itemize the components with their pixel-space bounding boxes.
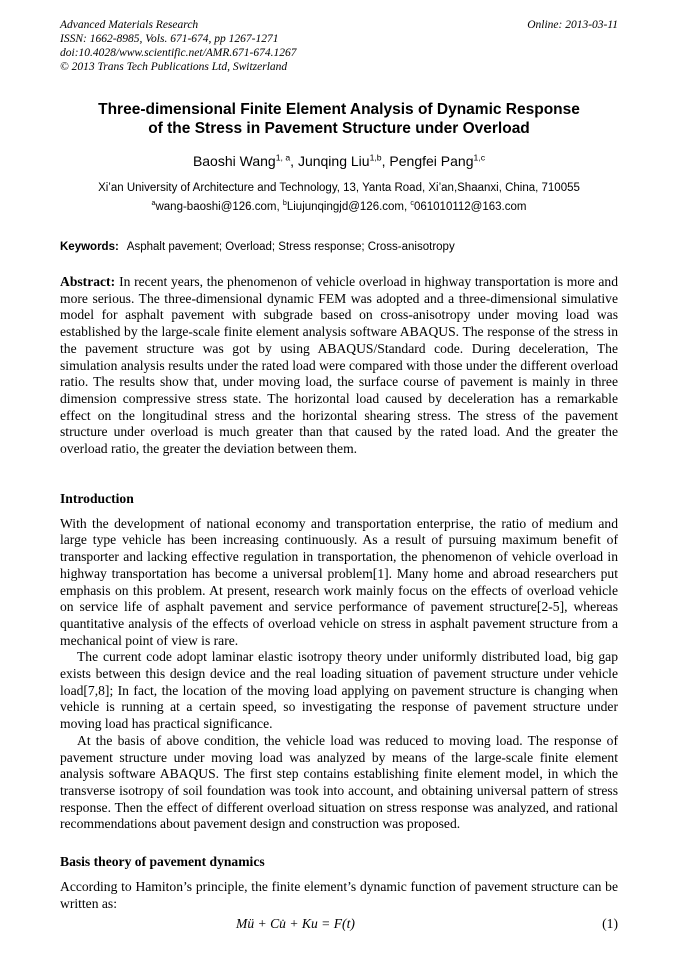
email-1-superscript: a [151, 199, 156, 208]
email-1-address: wang-baoshi@126.com [155, 201, 277, 213]
introduction-paragraph-2: The current code adopt laminar elastic isotropy theory under uniformly distributed load, big gap exists between this design device and the real loading situation of pavement structure under vehicle load[7,8]; In fact, the location of the moving load applying on pavement structure is changing when vehicle is running at a certain speed, so investigating the response of pavement structure under moving load has practical significance. [60, 649, 618, 732]
author-2-superscript: 1,b [369, 152, 382, 163]
equation-1-number: (1) [602, 915, 618, 931]
email-3 [410, 201, 526, 213]
paper-title-line-1: Three-dimensional Finite Element Analysis of Dynamic Response [98, 101, 580, 118]
email-separator: , [276, 201, 283, 213]
author-2-name: Junqing Liu [297, 153, 370, 169]
introduction-paragraph-1: With the development of national economy and transportation enterprise, the ratio of medium and large type vehicle has been increasing continuously. As a result of pursuing maximum benefit of transporter and lacking effective regulation in transportation, the phenomenon of vehicle overload in highway transportation has become a universal problem[1]. Many home and abroad researchers put emphasis on this problem. At present, research work mainly focus on the effects of overload vehicle on service life of asphalt pavement and service performance of pavement structure[2-5], whereas quantitative analysis of the effects of overload vehicle on stress in asphalt pavement structure from a mechanical point of view is rare. [60, 515, 618, 648]
email-3-address: 061010112@163.com [413, 201, 527, 213]
paper-title [60, 100, 618, 138]
abstract [60, 274, 618, 458]
author-3-name: Pengfei Pang [389, 153, 474, 169]
email-2 [283, 201, 404, 213]
affiliation: Xi’an University of Architecture and Technology, 13, Yanta Road, Xi’an,Shaanxi, China, 710055 [98, 182, 580, 194]
paper-title-line-2: of the Stress in Pavement Structure under Overload [148, 120, 530, 137]
email-list [60, 201, 618, 213]
introduction-paragraph-3: At the basis of above condition, the vehicle load was reduced to moving load. The response of pavement structure under moving load was analyzed by means of the large-scale finite element analysis software ABAQUS. The first step contains establishing finite element model, in which the transverse isotropy of soil foundation was took into account, and obtaining universal pattern of stress response. Then the effect of different overload situation on stress response was analyzed, and rational recommendations about pavement design and construction was proposed. [60, 732, 618, 832]
email-2-address: Liujunqingjd@126.com [286, 201, 405, 213]
author-1 [193, 153, 290, 169]
author-3 [389, 153, 485, 169]
abstract-label: Abstract: [60, 274, 116, 289]
journal-name: Advanced Materials Research [60, 19, 199, 31]
author-separator: , [381, 153, 390, 169]
abstract-text: In recent years, the phenomenon of vehicle overload in highway transportation is more and more serious. The three-dimensional dynamic FEM was adopted and a three-dimensional simulative model for asphalt pavement with subgrade based on cross-anisotropy under moving load was established by the large-scale finite element analysis software ABAQUS. The response of the stress in the pavement structure was got by using ABAQUS/Standard code. During deceleration, The simulation analysis results under the rated load were compared with those under the different overload ratio. The results show that, under moving load, the surface course of pavement is mainly in three dimension compressive stress state. The horizontal load caused by deceleration has a remarkable effect on the longitudinal stress and the horizontal shearing stress. The stress of the pavement structure under overload is much greater than that caused by the rated load. And the greater the overload ratio, the greater the deviation between them. [60, 274, 618, 457]
author-1-superscript: 1, a [275, 152, 291, 163]
keywords-line [60, 241, 618, 253]
author-separator: , [290, 153, 298, 169]
equation-1-formula: Mü + Cu̇ + Ku = F(t) [236, 915, 355, 931]
basis-theory-paragraph: According to Hamiton’s principle, the finite element’s dynamic function of pavement structure can be written as: [60, 879, 618, 911]
email-1 [152, 201, 277, 213]
journal-header [60, 18, 618, 74]
section-heading-basis-theory: Basis theory of pavement dynamics [60, 854, 265, 870]
author-3-superscript: 1,c [473, 152, 486, 163]
journal-header-left [60, 18, 296, 74]
email-2-superscript: b [282, 199, 287, 208]
email-3-superscript: c [410, 199, 414, 208]
section-heading-introduction: Introduction [60, 490, 134, 506]
author-list [60, 153, 618, 169]
keywords-text: Asphalt pavement; Overload; Stress response; Cross-anisotropy [126, 241, 455, 253]
issn-line: ISSN: 1662-8985, Vols. 671-674, pp 1267-1271 [60, 33, 279, 45]
equation-1-row [60, 916, 618, 936]
doi-line: doi:10.4028/www.scientific.net/AMR.671-674.1267 [60, 47, 297, 59]
author-2 [298, 153, 382, 169]
email-separator: , [404, 201, 411, 213]
copyright-line: © 2013 Trans Tech Publications Ltd, Switzerland [60, 61, 288, 73]
keywords-label: Keywords: [60, 241, 119, 253]
online-date: Online: 2013-03-11 [527, 19, 618, 31]
author-1-name: Baoshi Wang [192, 153, 276, 169]
